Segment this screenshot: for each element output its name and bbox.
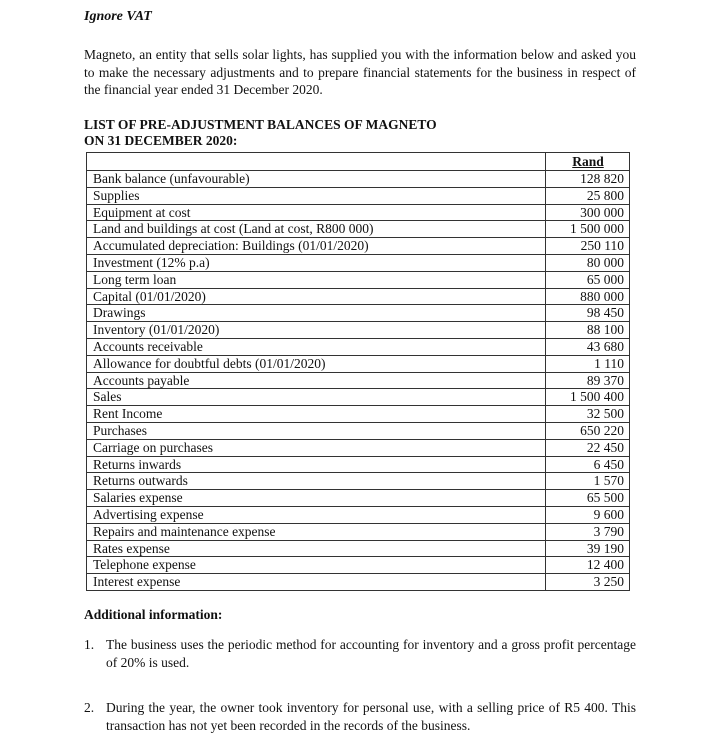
- account-amount: 88 100: [546, 322, 630, 339]
- table-row: [87, 187, 630, 204]
- table-row: [87, 574, 630, 591]
- table-row: [87, 305, 630, 322]
- table-row: [87, 238, 630, 255]
- account-amount: 39 190: [546, 540, 630, 557]
- account-label: Returns inwards: [87, 456, 546, 473]
- table-row: [87, 322, 630, 339]
- table-header-row: [87, 153, 630, 171]
- account-amount: 98 450: [546, 305, 630, 322]
- account-amount: 128 820: [546, 171, 630, 188]
- table-row: [87, 288, 630, 305]
- account-label: Rates expense: [87, 540, 546, 557]
- account-amount: 300 000: [546, 204, 630, 221]
- heading-line-1: LIST OF PRE-ADJUSTMENT BALANCES OF MAGNETO: [84, 116, 437, 132]
- account-amount: 65 500: [546, 490, 630, 507]
- info-item-text: The business uses the periodic method for accounting for inventory and a gross profit percentage of 20% is used.: [106, 637, 636, 670]
- account-amount: 65 000: [546, 271, 630, 288]
- account-amount: 3 250: [546, 574, 630, 591]
- info-item-number: 1.: [84, 637, 95, 652]
- account-label: Drawings: [87, 305, 546, 322]
- table-row: [87, 406, 630, 423]
- table-row: [87, 456, 630, 473]
- table-row: [87, 355, 630, 372]
- account-amount: 3 790: [546, 523, 630, 540]
- account-label: Accumulated depreciation: Buildings (01/01/2020): [87, 238, 546, 255]
- table-row: [87, 439, 630, 456]
- account-amount: 9 600: [546, 506, 630, 523]
- account-amount: 12 400: [546, 557, 630, 574]
- account-amount: 1 110: [546, 355, 630, 372]
- account-label: Equipment at cost: [87, 204, 546, 221]
- account-amount: 880 000: [546, 288, 630, 305]
- account-amount: 1 500 400: [546, 389, 630, 406]
- heading-line-2: ON 31 DECEMBER 2020:: [84, 132, 238, 148]
- document-page: [84, 8, 636, 149]
- account-label: Carriage on purchases: [87, 439, 546, 456]
- account-label: Purchases: [87, 422, 546, 439]
- account-label: Telephone expense: [87, 557, 546, 574]
- balances-table: [86, 152, 630, 591]
- account-label: Bank balance (unfavourable): [87, 171, 546, 188]
- account-label: Accounts receivable: [87, 338, 546, 355]
- table-row: [87, 372, 630, 389]
- account-label: Capital (01/01/2020): [87, 288, 546, 305]
- table-row: [87, 557, 630, 574]
- account-label: Advertising expense: [87, 506, 546, 523]
- table-row: [87, 523, 630, 540]
- info-item: [84, 699, 636, 734]
- account-amount: 1 500 000: [546, 221, 630, 238]
- account-amount: 89 370: [546, 372, 630, 389]
- table-row: [87, 389, 630, 406]
- account-label: Sales: [87, 389, 546, 406]
- account-label: Investment (12% p.a): [87, 254, 546, 271]
- header-blank-cell: [87, 153, 546, 171]
- info-item: [84, 636, 636, 671]
- account-label: Land and buildings at cost (Land at cost, R800 000): [87, 221, 546, 238]
- account-label: Repairs and maintenance expense: [87, 523, 546, 540]
- account-label: Long term loan: [87, 271, 546, 288]
- info-item-number: 2.: [84, 700, 95, 715]
- table-row: [87, 254, 630, 271]
- account-label: Returns outwards: [87, 473, 546, 490]
- account-label: Accounts payable: [87, 372, 546, 389]
- account-label: Inventory (01/01/2020): [87, 322, 546, 339]
- account-label: Interest expense: [87, 574, 546, 591]
- account-label: Rent Income: [87, 406, 546, 423]
- account-amount: 250 110: [546, 238, 630, 255]
- account-label: Salaries expense: [87, 490, 546, 507]
- account-amount: 43 680: [546, 338, 630, 355]
- account-amount: 25 800: [546, 187, 630, 204]
- table-row: [87, 506, 630, 523]
- table-row: [87, 204, 630, 221]
- info-item-text: During the year, the owner took inventory for personal use, with a selling price of R5 400. This transaction has not yet been recorded in the records of the business.: [106, 700, 636, 733]
- account-label: Supplies: [87, 187, 546, 204]
- account-amount: 1 570: [546, 473, 630, 490]
- table-row: [87, 422, 630, 439]
- table-row: [87, 171, 630, 188]
- balances-heading: [84, 117, 636, 149]
- account-amount: 6 450: [546, 456, 630, 473]
- account-amount: 80 000: [546, 254, 630, 271]
- account-amount: 650 220: [546, 422, 630, 439]
- account-amount: 22 450: [546, 439, 630, 456]
- account-amount: 32 500: [546, 406, 630, 423]
- table-row: [87, 540, 630, 557]
- ignore-vat-note: Ignore VAT: [84, 9, 152, 24]
- additional-info-heading: Additional information:: [84, 607, 223, 622]
- currency-header: Rand: [546, 153, 630, 171]
- table-row: [87, 271, 630, 288]
- table-row: [87, 490, 630, 507]
- intro-paragraph: Magneto, an entity that sells solar lights, has supplied you with the information below and asked you to make the necessary adjustments and to prepare financial statements for the business in respect of the financial year ended 31 December 2020.: [84, 47, 636, 97]
- table-row: [87, 338, 630, 355]
- table-row: [87, 473, 630, 490]
- account-label: Allowance for doubtful debts (01/01/2020): [87, 355, 546, 372]
- table-row: [87, 221, 630, 238]
